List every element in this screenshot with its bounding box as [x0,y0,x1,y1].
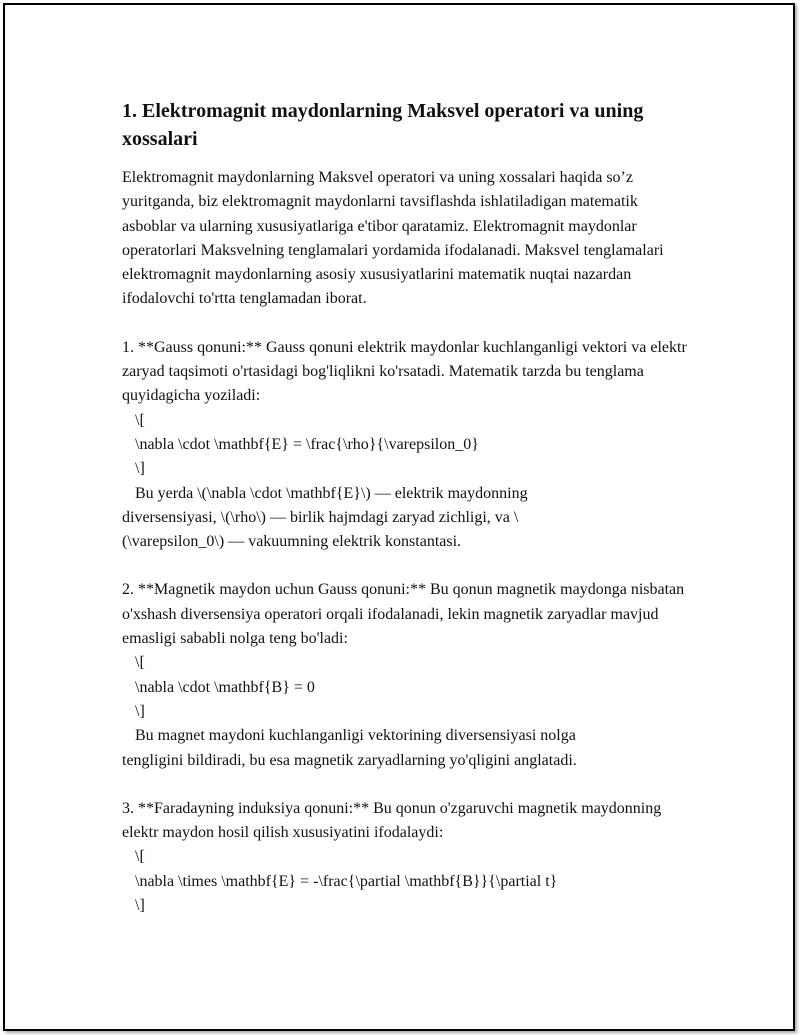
item-faraday-law [122,797,692,918]
item-magnetic-gauss-law [122,578,692,772]
formula: \nabla \cdot \mathbf{B} = 0 [135,678,315,696]
formula-note-line: Bu magnet maydoni kuchlanganligi vektorining diversensiyasi nolga [135,727,576,745]
intro-paragraph: Elektromagnit maydonlarning Maksvel operatori va uning xossalari haqida so’z yuritganda, biz elektromagnit maydonlarni tavsiflashda ishlatiladigan matematik asboblar va ularning xususiyatlariga e'tibor qaratamiz. Elektromagnit maydonlar operatorlari Maksvelning tenglamalari yordamida ifodalanadi. Maksvel tenglamalari elektromagnit maydonlarning asosiy xususiyatlarini matematik nuqtai nazardan ifodalovchi to'rtta tenglamadan iborat. [122,169,664,308]
formula-open: \[ [135,654,145,672]
document-body [122,97,692,918]
formula-note-line: tengligini bildiradi, bu esa magnetik zaryadlarning yo'qligini anglatadi. [122,751,577,769]
item-gauss-law [122,336,692,555]
page [3,3,795,1031]
formula-note-line: diversensiyasi, \(\rho\) — birlik hajmdagi zaryad zichligi, va \ [122,508,519,526]
formula-close: \] [135,460,145,478]
formula: \nabla \times \mathbf{E} = -\frac{\partial \mathbf{B}}{\partial t} [135,872,558,890]
formula-close: \] [135,897,145,915]
item-text: 3. **Faradayning induksiya qonuni:** Bu qonun o'zgaruvchi magnetik maydonning elektr maydon hosil qilish xususiyatini ifodalaydi: [122,799,662,842]
formula-close: \] [135,702,145,720]
section-heading: 1. Elektromagnit maydonlarning Maksvel operatori va uning xossalari [122,100,644,150]
formula: \nabla \cdot \mathbf{E} = \frac{\rho}{\varepsilon_0} [135,435,479,453]
formula-open: \[ [135,848,145,866]
formula-note-line: Bu yerda \(\nabla \cdot \mathbf{E}\) — elektrik maydonning [135,484,528,502]
item-text: 2. **Magnetik maydon uchun Gauss qonuni:** Bu qonun magnetik maydonga nisbatan o'xshash diversensiya operatori orqali ifodalanadi, lekin magnetik zaryadlar mavjud emasligi sababli nolga teng bo'ladi: [122,581,685,648]
formula-note-line: (\varepsilon_0\) — vakuumning elektrik konstantasi. [122,533,462,551]
formula-open: \[ [135,411,145,429]
item-text: 1. **Gauss qonuni:** Gauss qonuni elektrik maydonlar kuchlanganligi vektori va elektr zaryad taqsimoti o'rtasidagi bog'liqlikni ko'rsatadi. Matematik tarzda bu tenglama quyidagicha yoziladi: [122,338,687,405]
